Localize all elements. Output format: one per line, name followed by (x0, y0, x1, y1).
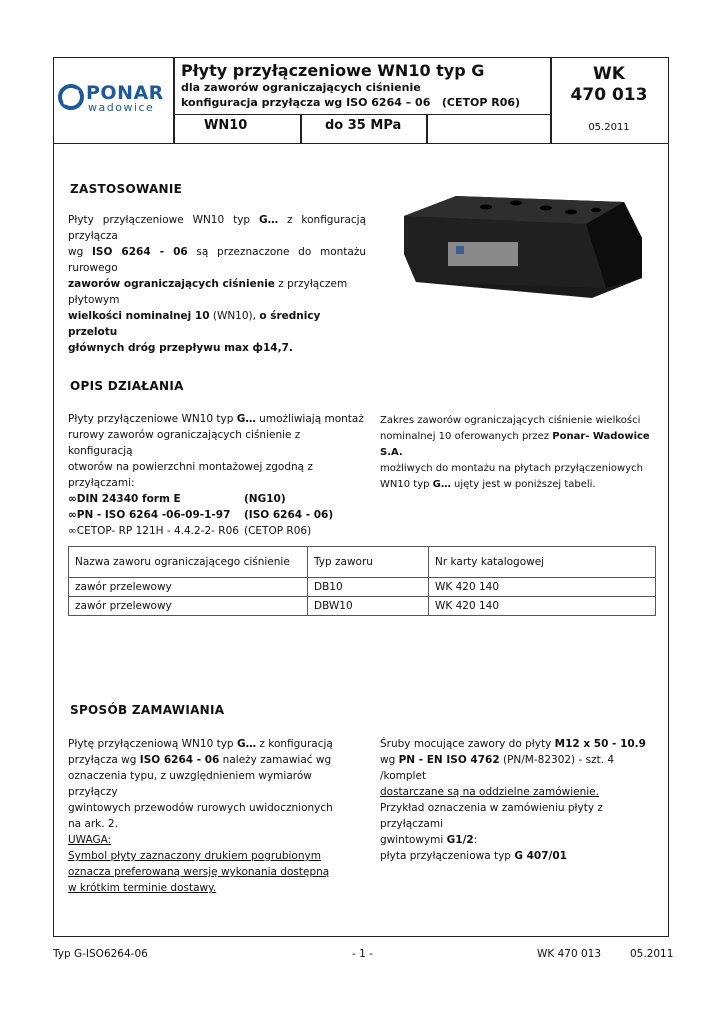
operation-left-text: Płyty przyłączeniowe WN10 typ G… umożliwiają montaż rurowy zaworów ograniczających ciśnienie z konfiguracją otworów na powierzchni montażowej zgodną z przyłączami: ∞DIN 24340 form E (NG10) ∞PN - ISO 6264 -06-09-1-97 (ISO 6264 - 06) ∞CETOP- RP 121H - 4.4.2-2- R06 (CETOP R06) (68, 413, 364, 537)
table-cell: zawór przelewowy (69, 578, 308, 597)
ordering-right-text: Śruby mocujące zawory do płyty M12 x 50 - 10.9 wg PN - EN ISO 4762 (PN/M-82302) - szt. 4 /komplet dostarczane są na oddzielne zamówienie. Przykład oznaczenia w zamówieniu płyty z przyłączami gwintowymi G1/2: płyta przyłączeniowa typ G 407/01 (380, 738, 646, 862)
size-cell: WN10 (204, 118, 248, 133)
table-row (69, 597, 656, 616)
table-cell: DBW10 (308, 597, 429, 616)
ponar-logo-mark-icon (58, 84, 84, 110)
subtitle-line2-paren: (CETOP R06) (441, 96, 521, 109)
valve-table (68, 546, 656, 616)
product-photo (396, 188, 646, 318)
ordering-heading: SPOSÓB ZAMAWIANIA (70, 703, 225, 717)
table-header-cell: Typ zaworu (308, 547, 429, 578)
header-date: 05.2011 (588, 122, 630, 133)
header-block (54, 58, 668, 144)
catalog-number: 470 013 (570, 85, 648, 105)
table-cell: DB10 (308, 578, 429, 597)
footer-date: 05.2011 (630, 948, 674, 960)
standard-cetop: ∞CETOP- RP 121H - 4.4.2-2- R06 (68, 525, 239, 537)
table-header-row (69, 547, 656, 578)
catalog-id (559, 64, 659, 106)
operation-right-text: Zakres zaworów ograniczających ciśnienie wielkości nominalnej 10 oferowanych przez Ponar- Wadowice S.A. możliwych do montażu na płytach przyłączeniowych WN10 typ G… ujęty jest w poniższej tabeli. (380, 415, 650, 490)
logo-subtext: wadowice (88, 101, 155, 114)
operation-heading: OPIS DZIAŁANIA (70, 379, 184, 393)
table-header-cell: Nr karty katalogowej (429, 547, 656, 578)
application-text: Płyty przyłączeniowe WN10 typ G… z konfiguracją przyłącza wg ISO 6264 - 06 są przeznaczone do montażu rurowego zaworów ograniczających ciśnienie z przyłączem płytowym wielkości nominalnej 10 (WN10), o średnicy przelotu głównych dróg przepływu max ф14,7. (68, 214, 366, 354)
page-frame (53, 57, 669, 937)
pressure-cell: do 35 MPa (325, 118, 402, 133)
spec-row (174, 114, 550, 143)
subtitle-line2-main: konfiguracja przyłącza wg ISO 6264 – 06 (181, 96, 431, 109)
footer-page: - 1 - (352, 948, 373, 960)
subtitle-line1: dla zaworów ograniczających ciśnienie (181, 81, 421, 94)
ordering-left-text: Płytę przyłączeniową WN10 typ G… z konfiguracją przyłącza wg ISO 6264 - 06 należy zamawiać wg oznaczenia typu, z uwzględnieniem wymiarów przyłączy gwintowych przewodów rurowych uwidocznionych na ark. 2. UWAGA: Symbol płyty zaznaczony drukiem pogrubionym oznacza preferowaną wersję wykonania dostępną w krótkim terminie dostawy. (68, 736, 348, 896)
table-cell: WK 420 140 (429, 578, 656, 597)
standard-din: ∞DIN 24340 form E (68, 493, 181, 505)
logo-text: PONAR (86, 82, 164, 104)
standard-pn: ∞PN - ISO 6264 -06-09-1-97 (68, 509, 231, 521)
table-cell: zawór przelewowy (69, 597, 308, 616)
application-heading: ZASTOSOWANIE (70, 182, 183, 196)
note-label: UWAGA: (68, 834, 112, 846)
ponar-logo (58, 82, 170, 122)
table-cell: WK 420 140 (429, 597, 656, 616)
footer-left: Typ G-ISO6264-06 (53, 948, 148, 960)
footer-catalog: WK 470 013 (537, 948, 602, 960)
document-title: Płyty przyłączeniowe WN10 typ G (181, 61, 485, 80)
table-row (69, 578, 656, 597)
subtitle-line2 (181, 96, 520, 109)
catalog-label: WK (593, 64, 625, 84)
table-header-cell: Nazwa zaworu ograniczającego ciśnienie (69, 547, 308, 578)
